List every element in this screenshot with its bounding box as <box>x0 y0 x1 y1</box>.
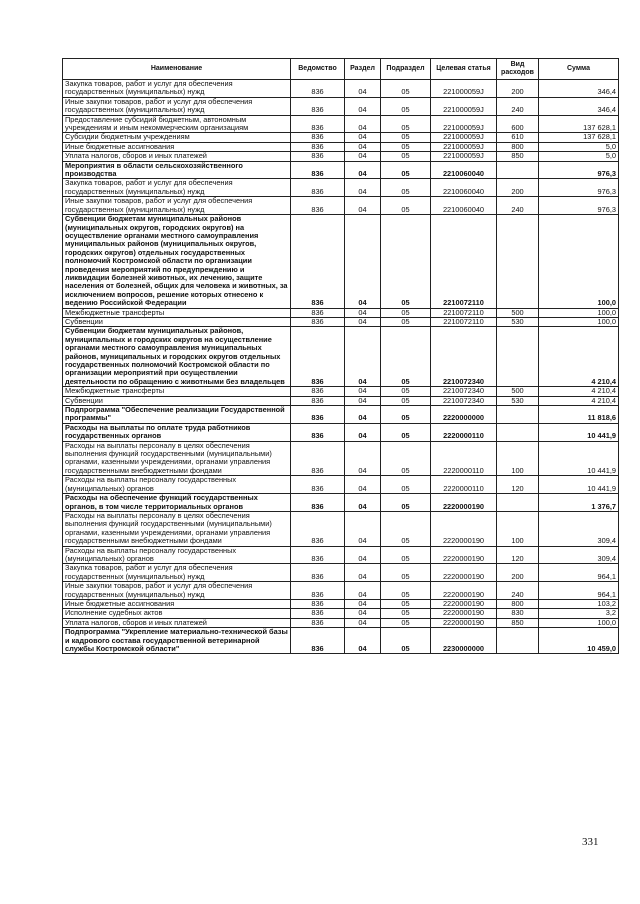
cell-department: 836 <box>291 628 345 654</box>
cell-section: 04 <box>345 215 381 308</box>
cell-target-item: 2220000190 <box>431 511 497 546</box>
cell-subsection: 05 <box>381 142 431 151</box>
cell-target-item: 2210072110 <box>431 215 497 308</box>
table-row <box>63 396 619 405</box>
cell-department: 836 <box>291 609 345 618</box>
cell-sum: 100,0 <box>539 317 619 326</box>
cell-department: 836 <box>291 476 345 494</box>
cell-section: 04 <box>345 441 381 476</box>
table-row <box>63 142 619 151</box>
cell-target-item: 221000059J <box>431 80 497 98</box>
cell-sum: 100,0 <box>539 308 619 317</box>
cell-sum: 137 628,1 <box>539 133 619 142</box>
cell-expense-type: 120 <box>497 476 539 494</box>
cell-section: 04 <box>345 618 381 627</box>
cell-name: Субсидии бюджетным учреждениям <box>63 133 291 142</box>
cell-subsection: 05 <box>381 511 431 546</box>
cell-name: Иные закупки товаров, работ и услуг для обеспечения государственных (муниципальных) нужд <box>63 197 291 215</box>
cell-subsection: 05 <box>381 152 431 161</box>
cell-section: 04 <box>345 494 381 512</box>
cell-sum: 976,3 <box>539 197 619 215</box>
cell-department: 836 <box>291 564 345 582</box>
cell-section: 04 <box>345 161 381 179</box>
cell-expense-type: 120 <box>497 546 539 564</box>
cell-subsection: 05 <box>381 215 431 308</box>
cell-name: Подпрограмма "Обеспечение реализации Государственной программы" <box>63 406 291 424</box>
cell-section: 04 <box>345 628 381 654</box>
cell-expense-type: 500 <box>497 308 539 317</box>
cell-expense-type: 500 <box>497 387 539 396</box>
table-row <box>63 197 619 215</box>
cell-name: Расходы на выплаты персоналу государственных (муниципальных) органов <box>63 546 291 564</box>
cell-name: Субвенции бюджетам муниципальных районов (муниципальных округов, городских округов) на осуществление органами местного самоуправления муниципальных районов (муниципальных округов, городских округов) отдельных государственных полномочий Костромской области по организации проведения мероприятий по предупреждению и ликвидации болезней животных, их лечению, защите населения от болезней, общих для человека и животных, за исключением вопросов, решение которых отнесено к ведению Российской Федерации <box>63 215 291 308</box>
cell-section: 04 <box>345 406 381 424</box>
cell-section: 04 <box>345 133 381 142</box>
cell-target-item: 2220000110 <box>431 423 497 441</box>
cell-expense-type: 610 <box>497 133 539 142</box>
cell-target-item: 221000059J <box>431 97 497 115</box>
cell-section: 04 <box>345 317 381 326</box>
cell-subsection: 05 <box>381 197 431 215</box>
table-row <box>63 628 619 654</box>
cell-name: Расходы на выплаты персоналу в целях обеспечения выполнения функций государственными (муниципальными) органами, казенными учреждениями, органами управления государственными внебюджетными фондами <box>63 441 291 476</box>
table-body <box>63 80 619 654</box>
cell-target-item: 2220000000 <box>431 406 497 424</box>
table-row <box>63 599 619 608</box>
cell-expense-type <box>497 423 539 441</box>
cell-subsection: 05 <box>381 308 431 317</box>
cell-section: 04 <box>345 97 381 115</box>
cell-name: Закупка товаров, работ и услуг для обеспечения государственных (муниципальных) нужд <box>63 564 291 582</box>
cell-name: Уплата налогов, сборов и иных платежей <box>63 618 291 627</box>
cell-section: 04 <box>345 423 381 441</box>
cell-name: Предоставление субсидий бюджетным, автономным учреждениям и иным некоммерческим организациям <box>63 115 291 133</box>
table-row <box>63 511 619 546</box>
table-row <box>63 582 619 600</box>
cell-department: 836 <box>291 546 345 564</box>
table-row <box>63 387 619 396</box>
cell-section: 04 <box>345 582 381 600</box>
cell-subsection: 05 <box>381 161 431 179</box>
cell-subsection: 05 <box>381 599 431 608</box>
cell-subsection: 05 <box>381 494 431 512</box>
table-row <box>63 179 619 197</box>
cell-name: Межбюджетные трансферты <box>63 387 291 396</box>
table-row <box>63 564 619 582</box>
header-expense-type: Вид расходов <box>497 59 539 80</box>
cell-department: 836 <box>291 387 345 396</box>
cell-target-item: 221000059J <box>431 142 497 151</box>
table-row <box>63 423 619 441</box>
cell-subsection: 05 <box>381 406 431 424</box>
cell-section: 04 <box>345 80 381 98</box>
cell-expense-type <box>497 161 539 179</box>
cell-subsection: 05 <box>381 564 431 582</box>
cell-target-item: 2210072340 <box>431 327 497 387</box>
cell-name: Иные бюджетные ассигнования <box>63 142 291 151</box>
cell-sum: 309,4 <box>539 511 619 546</box>
cell-target-item: 2220000190 <box>431 494 497 512</box>
cell-department: 836 <box>291 142 345 151</box>
cell-sum: 103,2 <box>539 599 619 608</box>
table-row <box>63 406 619 424</box>
cell-sum: 10 441,9 <box>539 441 619 476</box>
cell-section: 04 <box>345 396 381 405</box>
cell-name: Субвенции бюджетам муниципальных районов, муниципальных и городских округов на осуществление органами местного самоуправления муниципальных районов, муниципальных и городских округов отдельных государственных полномочий Костромской области по организации мероприятий при осуществлении деятельности по обращению с животными без владельцев <box>63 327 291 387</box>
cell-target-item: 2210060040 <box>431 161 497 179</box>
table-row <box>63 618 619 627</box>
cell-target-item: 221000059J <box>431 133 497 142</box>
cell-expense-type: 850 <box>497 152 539 161</box>
cell-subsection: 05 <box>381 423 431 441</box>
cell-expense-type: 850 <box>497 618 539 627</box>
cell-subsection: 05 <box>381 317 431 326</box>
table-row <box>63 115 619 133</box>
table-row <box>63 546 619 564</box>
cell-expense-type: 240 <box>497 97 539 115</box>
page-number: 331 <box>582 836 599 848</box>
cell-expense-type: 100 <box>497 441 539 476</box>
cell-department: 836 <box>291 423 345 441</box>
cell-subsection: 05 <box>381 441 431 476</box>
cell-section: 04 <box>345 197 381 215</box>
cell-target-item: 2210060040 <box>431 179 497 197</box>
cell-department: 836 <box>291 599 345 608</box>
cell-department: 836 <box>291 511 345 546</box>
cell-department: 836 <box>291 396 345 405</box>
cell-department: 836 <box>291 317 345 326</box>
cell-expense-type: 800 <box>497 599 539 608</box>
cell-department: 836 <box>291 80 345 98</box>
table-row <box>63 327 619 387</box>
cell-expense-type: 800 <box>497 142 539 151</box>
cell-subsection: 05 <box>381 396 431 405</box>
cell-section: 04 <box>345 511 381 546</box>
cell-expense-type: 100 <box>497 511 539 546</box>
cell-target-item: 2220000190 <box>431 609 497 618</box>
cell-subsection: 05 <box>381 628 431 654</box>
cell-target-item: 2220000110 <box>431 441 497 476</box>
cell-subsection: 05 <box>381 387 431 396</box>
cell-section: 04 <box>345 308 381 317</box>
header-target-item: Целевая статья <box>431 59 497 80</box>
cell-name: Закупка товаров, работ и услуг для обеспечения государственных (муниципальных) нужд <box>63 80 291 98</box>
cell-department: 836 <box>291 97 345 115</box>
cell-name: Расходы на выплаты персоналу государственных (муниципальных) органов <box>63 476 291 494</box>
cell-department: 836 <box>291 179 345 197</box>
cell-name: Закупка товаров, работ и услуг для обеспечения государственных (муниципальных) нужд <box>63 179 291 197</box>
cell-expense-type <box>497 494 539 512</box>
cell-name: Расходы на выплаты персоналу в целях обеспечения выполнения функций государственными (муниципальными) органами, казенными учреждениями, органами управления государственными внебюджетными фондами <box>63 511 291 546</box>
cell-department: 836 <box>291 308 345 317</box>
cell-target-item: 2220000190 <box>431 618 497 627</box>
table-row <box>63 215 619 308</box>
cell-name: Расходы на обеспечение функций государственных органов, в том числе территориальных органов <box>63 494 291 512</box>
cell-target-item: 2230000000 <box>431 628 497 654</box>
table-row <box>63 161 619 179</box>
cell-subsection: 05 <box>381 133 431 142</box>
cell-expense-type: 200 <box>497 80 539 98</box>
cell-department: 836 <box>291 327 345 387</box>
cell-sum: 964,1 <box>539 582 619 600</box>
cell-sum: 1 376,7 <box>539 494 619 512</box>
cell-section: 04 <box>345 476 381 494</box>
table-row <box>63 476 619 494</box>
header-subsection: Подраздел <box>381 59 431 80</box>
cell-section: 04 <box>345 142 381 151</box>
cell-target-item: 2210060040 <box>431 197 497 215</box>
cell-department: 836 <box>291 115 345 133</box>
header-department: Ведомство <box>291 59 345 80</box>
cell-department: 836 <box>291 197 345 215</box>
cell-target-item: 2210072340 <box>431 396 497 405</box>
cell-sum: 10 459,0 <box>539 628 619 654</box>
cell-subsection: 05 <box>381 609 431 618</box>
cell-section: 04 <box>345 546 381 564</box>
cell-sum: 100,0 <box>539 215 619 308</box>
cell-sum: 346,4 <box>539 80 619 98</box>
cell-sum: 4 210,4 <box>539 396 619 405</box>
cell-sum: 976,3 <box>539 161 619 179</box>
cell-subsection: 05 <box>381 476 431 494</box>
cell-department: 836 <box>291 618 345 627</box>
cell-target-item: 2220000110 <box>431 476 497 494</box>
cell-sum: 5,0 <box>539 152 619 161</box>
cell-sum: 5,0 <box>539 142 619 151</box>
cell-subsection: 05 <box>381 618 431 627</box>
table-row <box>63 152 619 161</box>
cell-name: Субвенции <box>63 317 291 326</box>
cell-sum: 10 441,9 <box>539 476 619 494</box>
cell-target-item: 2220000190 <box>431 546 497 564</box>
cell-expense-type <box>497 406 539 424</box>
cell-name: Подпрограмма "Укрепление материально-технической базы и кадрового состава государственной ветеринарной службы Костромской области" <box>63 628 291 654</box>
cell-section: 04 <box>345 115 381 133</box>
cell-target-item: 2220000190 <box>431 564 497 582</box>
table-row <box>63 494 619 512</box>
cell-expense-type: 600 <box>497 115 539 133</box>
header-section: Раздел <box>345 59 381 80</box>
cell-expense-type: 830 <box>497 609 539 618</box>
cell-sum: 309,4 <box>539 546 619 564</box>
cell-department: 836 <box>291 215 345 308</box>
cell-department: 836 <box>291 152 345 161</box>
cell-subsection: 05 <box>381 546 431 564</box>
cell-sum: 100,0 <box>539 618 619 627</box>
cell-name: Иные закупки товаров, работ и услуг для обеспечения государственных (муниципальных) нужд <box>63 582 291 600</box>
cell-name: Расходы на выплаты по оплате труда работников государственных органов <box>63 423 291 441</box>
cell-subsection: 05 <box>381 97 431 115</box>
cell-sum: 346,4 <box>539 97 619 115</box>
cell-department: 836 <box>291 582 345 600</box>
table-row <box>63 317 619 326</box>
cell-target-item: 221000059J <box>431 152 497 161</box>
cell-section: 04 <box>345 152 381 161</box>
cell-subsection: 05 <box>381 115 431 133</box>
cell-expense-type <box>497 628 539 654</box>
cell-expense-type <box>497 327 539 387</box>
cell-expense-type: 200 <box>497 179 539 197</box>
cell-name: Межбюджетные трансферты <box>63 308 291 317</box>
cell-name: Иные закупки товаров, работ и услуг для обеспечения государственных (муниципальных) нужд <box>63 97 291 115</box>
cell-sum: 976,3 <box>539 179 619 197</box>
cell-subsection: 05 <box>381 80 431 98</box>
cell-target-item: 2210072340 <box>431 387 497 396</box>
cell-department: 836 <box>291 441 345 476</box>
table-row <box>63 441 619 476</box>
cell-sum: 11 818,6 <box>539 406 619 424</box>
cell-sum: 4 210,4 <box>539 387 619 396</box>
budget-table <box>62 58 619 654</box>
cell-department: 836 <box>291 494 345 512</box>
cell-target-item: 2210072110 <box>431 308 497 317</box>
cell-sum: 137 628,1 <box>539 115 619 133</box>
cell-target-item: 2220000190 <box>431 599 497 608</box>
cell-department: 836 <box>291 406 345 424</box>
table-header-row <box>63 59 619 80</box>
cell-department: 836 <box>291 161 345 179</box>
cell-expense-type: 200 <box>497 564 539 582</box>
cell-name: Мероприятия в области сельскохозяйственного производства <box>63 161 291 179</box>
header-sum: Сумма <box>539 59 619 80</box>
cell-section: 04 <box>345 609 381 618</box>
cell-department: 836 <box>291 133 345 142</box>
table-row <box>63 308 619 317</box>
cell-sum: 3,2 <box>539 609 619 618</box>
cell-name: Субвенции <box>63 396 291 405</box>
cell-expense-type: 240 <box>497 582 539 600</box>
cell-subsection: 05 <box>381 582 431 600</box>
cell-expense-type: 530 <box>497 317 539 326</box>
cell-subsection: 05 <box>381 179 431 197</box>
cell-expense-type: 530 <box>497 396 539 405</box>
table-row <box>63 133 619 142</box>
table-row <box>63 97 619 115</box>
cell-section: 04 <box>345 599 381 608</box>
cell-sum: 964,1 <box>539 564 619 582</box>
cell-sum: 4 210,4 <box>539 327 619 387</box>
cell-target-item: 221000059J <box>431 115 497 133</box>
cell-name: Исполнение судебных актов <box>63 609 291 618</box>
cell-section: 04 <box>345 179 381 197</box>
header-name: Наименование <box>63 59 291 80</box>
cell-section: 04 <box>345 387 381 396</box>
cell-name: Уплата налогов, сборов и иных платежей <box>63 152 291 161</box>
table-row <box>63 609 619 618</box>
cell-expense-type: 240 <box>497 197 539 215</box>
cell-expense-type <box>497 215 539 308</box>
budget-table-container <box>62 58 618 654</box>
cell-sum: 10 441,9 <box>539 423 619 441</box>
cell-target-item: 2220000190 <box>431 582 497 600</box>
cell-target-item: 2210072110 <box>431 317 497 326</box>
cell-section: 04 <box>345 327 381 387</box>
cell-section: 04 <box>345 564 381 582</box>
cell-subsection: 05 <box>381 327 431 387</box>
cell-name: Иные бюджетные ассигнования <box>63 599 291 608</box>
table-row <box>63 80 619 98</box>
